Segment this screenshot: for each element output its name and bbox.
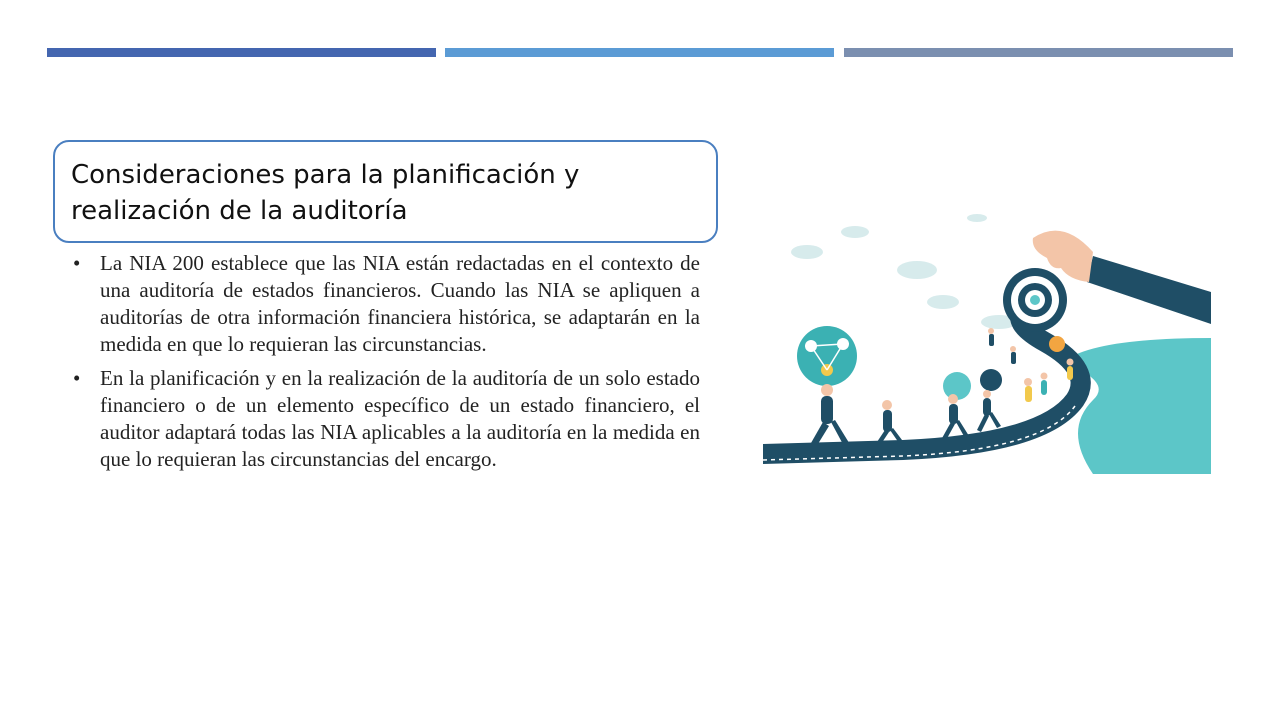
bullet-dot-icon: •	[73, 366, 81, 390]
people-running-toward-target-icon	[763, 210, 1211, 474]
accent-bar-left	[47, 48, 436, 57]
target-icon	[1003, 268, 1067, 332]
bullet-list	[73, 250, 700, 480]
title-box	[53, 140, 718, 243]
bullet-item	[73, 250, 700, 358]
network-globe-icon	[797, 326, 857, 386]
hill-shape	[1063, 338, 1211, 474]
gear-icon	[980, 369, 1002, 391]
slide-title: Consideraciones para la planificación y realización de la auditoría	[71, 160, 580, 226]
bullet-item	[73, 365, 700, 473]
bubble-icon	[943, 372, 971, 400]
accent-bar-right	[844, 48, 1233, 57]
cloud-icon	[791, 214, 1017, 329]
bullet-dot-icon: •	[73, 251, 81, 275]
bullet-text: En la planificación y en la realización de la auditoría de un solo estado financiero o de un elemento específico de un estado financiero, el auditor adaptará todas las NIA aplicables a la auditoría en la medida en que lo requieran las circunstancias del encargo.	[100, 366, 700, 471]
bubble-icon	[1049, 336, 1065, 352]
bullet-text: La NIA 200 establece que las NIA están redactadas en el contexto de una auditoría de estados financieros. Cuando las NIA se apliquen a auditorías de otra información financiera histórica, se adaptarán en la medida en que lo requieran las circunstancias.	[100, 251, 700, 356]
accent-bar-center	[445, 48, 834, 57]
